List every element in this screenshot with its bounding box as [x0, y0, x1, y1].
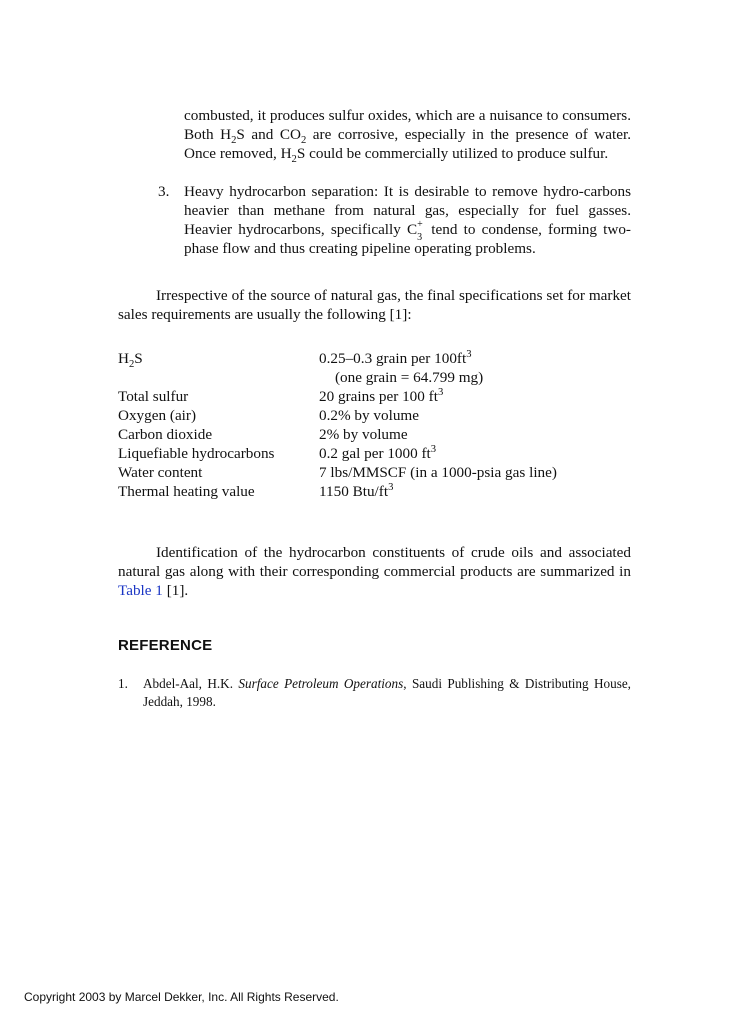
reference-title: Surface Petroleum Operations — [238, 676, 404, 691]
paragraph-table-reference — [118, 543, 631, 600]
superscript: 3 — [466, 348, 472, 360]
spec-row-heating — [118, 482, 631, 501]
spec-value — [319, 482, 393, 501]
spec-row-carbon-dioxide — [118, 425, 631, 444]
reference-publisher: , Saudi Publishing & Distributing House, Jeddah, 1998. — [143, 676, 631, 709]
c3-plus-script — [417, 219, 425, 243]
spec-row-total-sulfur — [118, 387, 631, 406]
subscript: 3 — [417, 232, 423, 243]
text-segment: Heavy hydrocarbon separation: It is desirable to remove hydro-carbons heavier than methane from natural gas, especially for fuel gasses. Heavier hydrocarbons, specifically C — [184, 183, 631, 238]
subscript: 2 — [231, 135, 237, 147]
spec-value — [319, 387, 443, 406]
list-item-continuation — [184, 106, 631, 166]
text-segment: S could be commercially utilized to produce sulfur. — [296, 145, 609, 162]
spec-value — [319, 349, 472, 368]
text-segment: combusted, it produces sulfur oxides, which are a nuisance to consumers. Both H — [184, 107, 631, 143]
text-segment: H — [118, 350, 129, 367]
reference-body — [143, 675, 631, 710]
superscript: 3 — [437, 386, 444, 398]
spec-row-oxygen — [118, 406, 631, 425]
spec-value: 0.2% by volume — [319, 407, 419, 424]
superscript: 3 — [430, 443, 437, 455]
text-segment: 20 grains per 100 ft — [319, 388, 438, 405]
spec-label: Water content — [118, 464, 203, 481]
spec-label — [118, 349, 143, 371]
list-number: 3. — [158, 183, 170, 200]
subscript: 2 — [291, 154, 297, 166]
superscript: + — [417, 219, 423, 230]
text-segment: are corrosive, especially in the presence of water. Once removed, H — [184, 126, 631, 162]
text-segment: S — [134, 350, 143, 367]
spec-value — [319, 444, 436, 463]
text-segment: [1]. — [162, 582, 189, 599]
copyright-footer: Copyright 2003 by Marcel Dekker, Inc. All Rights Reserved. — [24, 990, 339, 1004]
subscript: 2 — [300, 135, 307, 147]
text-segment: Identification of the hydrocarbon constituents of crude oils and associated natural gas along with their corresponding commercial products are summarized in — [118, 544, 631, 580]
spec-note: (one grain = 64.799 mg) — [335, 369, 484, 386]
spec-row-liquefiable — [118, 444, 631, 463]
reference-heading: REFERENCE — [118, 637, 213, 654]
superscript: 3 — [388, 481, 394, 493]
spec-value: 7 lbs/MMSCF (in a 1000-psia gas line) — [319, 464, 557, 481]
spec-value: 2% by volume — [319, 426, 408, 443]
spec-label: Carbon dioxide — [118, 426, 213, 443]
text-segment: S and CO — [236, 126, 301, 143]
specifications-table — [118, 349, 631, 501]
paragraph-specifications-intro: Irrespective of the source of natural gas, the final specifications set for market sales requirements are usually the following [1]: — [118, 287, 631, 323]
reference-item — [118, 675, 631, 710]
spec-row-h2s — [118, 349, 631, 387]
text-segment: 1150 Btu/ft — [319, 483, 389, 500]
reference-number: 1. — [118, 676, 128, 691]
list-item-3 — [158, 182, 631, 258]
spec-row-water — [118, 463, 631, 482]
spec-label: Liquefiable hydrocarbons — [118, 445, 275, 462]
reference-authors: Abdel-Aal, H.K. — [143, 676, 239, 691]
spec-label: Total sulfur — [118, 388, 189, 405]
text-segment: tend to condense, forming two-phase flow and thus creating pipeline operating problems. — [184, 221, 631, 257]
spec-label: Thermal heating value — [118, 483, 255, 500]
subscript: 2 — [128, 359, 135, 371]
list-item-body — [184, 182, 631, 258]
text-segment: 0.25–0.3 grain per 100ft — [319, 350, 467, 367]
text-segment: 0.2 gal per 1000 ft — [319, 445, 431, 462]
spec-label: Oxygen (air) — [118, 407, 197, 424]
table-1-link[interactable]: Table 1 — [118, 582, 163, 599]
